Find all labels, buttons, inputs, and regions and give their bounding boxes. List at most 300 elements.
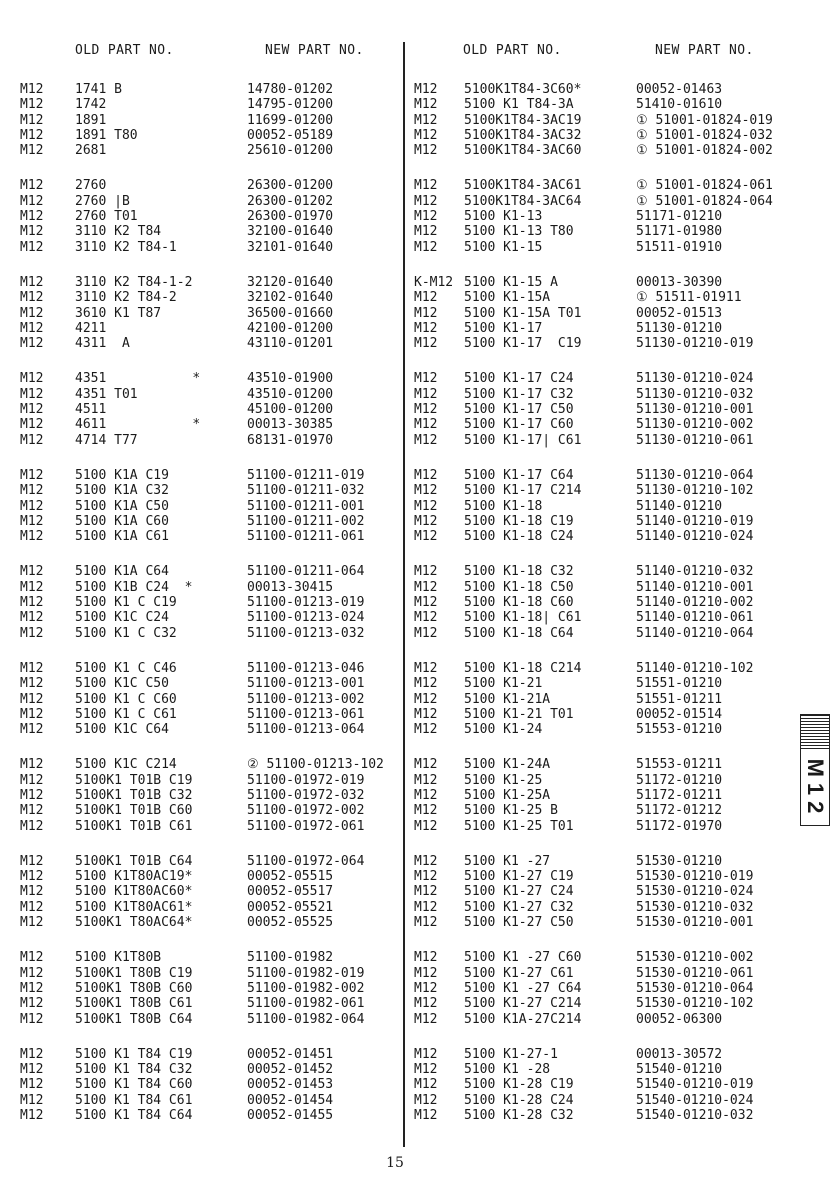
new-part-number: 51530-01210-002 <box>636 950 754 966</box>
part-row <box>20 113 420 128</box>
part-group <box>414 178 814 254</box>
part-row <box>20 128 420 143</box>
new-part-number: 51140-01210-061 <box>636 610 754 626</box>
new-part-number: 51140-01210-002 <box>636 595 754 611</box>
part-row <box>20 580 420 595</box>
old-part-number: 5100 K1-13 <box>464 209 543 225</box>
old-part-number: 5100 K1-21A <box>464 691 551 707</box>
new-part-number: 14780-01202 <box>247 82 334 97</box>
part-group <box>20 371 420 447</box>
part-group <box>414 82 814 158</box>
model-prefix: M12 <box>20 691 44 707</box>
left-parts-column <box>20 82 420 1143</box>
new-part-number: 51100-01213-019 <box>247 595 365 611</box>
new-part-number: 36500-01660 <box>247 305 334 321</box>
old-part-number: 5100 K1-15 <box>464 239 543 255</box>
new-part-number: 51140-01210-019 <box>636 513 754 529</box>
model-prefix: M12 <box>20 127 44 143</box>
part-row <box>414 661 814 676</box>
part-row <box>20 224 420 239</box>
new-part-number: ① 51001-01824-032 <box>636 127 773 143</box>
part-row <box>414 209 814 224</box>
new-part-number: 51140-01210-001 <box>636 579 754 595</box>
new-part-number: 00052-05521 <box>247 899 334 915</box>
new-part-number: 51100-01982-002 <box>247 980 365 996</box>
model-prefix: M12 <box>414 112 438 128</box>
new-part-number: 51100-01211-019 <box>247 467 365 483</box>
old-part-number: 5100 K1-17 C32 <box>464 386 574 402</box>
old-part-number: 5100K1 T01B C60 <box>75 803 193 819</box>
part-row <box>20 306 420 321</box>
old-part-number: 2681 <box>75 143 107 159</box>
old-part-number: 3110 K2 T84 <box>75 224 162 240</box>
old-part-number: 5100K1 T80AC64* <box>75 915 193 931</box>
old-part-number: 5100 K1A C19 <box>75 467 169 483</box>
old-part-number: 5100K1 T01B C32 <box>75 787 193 803</box>
old-part-number: 5100 K1 T84 C19 <box>75 1046 193 1062</box>
model-prefix: M12 <box>414 869 438 885</box>
part-row <box>20 275 420 290</box>
part-row <box>414 514 814 529</box>
model-prefix: M12 <box>20 305 44 321</box>
old-part-number: 5100 K1-24 <box>464 722 543 738</box>
part-row <box>414 773 814 788</box>
new-part-number: 11699-01200 <box>247 112 334 128</box>
old-part-number: 5100 K1-17 C214 <box>464 483 582 499</box>
new-part-number: 51130-01210-024 <box>636 371 754 387</box>
model-prefix: M12 <box>20 884 44 900</box>
model-prefix: M12 <box>414 336 438 352</box>
new-part-number: 51530-01210-061 <box>636 965 754 981</box>
new-part-number: 51100-01213-001 <box>247 676 365 692</box>
part-row <box>414 996 814 1011</box>
old-part-number: 5100 K1-28 C24 <box>464 1092 574 1108</box>
model-prefix: M12 <box>414 757 438 773</box>
model-prefix: M12 <box>20 722 44 738</box>
new-part-number: 51130-01210 <box>636 320 723 336</box>
part-row <box>414 676 814 691</box>
part-row <box>414 884 814 899</box>
right-old-part-header: OLD PART NO. <box>463 43 562 58</box>
part-group <box>414 950 814 1026</box>
new-part-number: 51551-01211 <box>636 691 723 707</box>
part-row <box>20 529 420 544</box>
old-part-number: 4714 T77 <box>75 432 138 448</box>
part-row <box>20 1093 420 1108</box>
part-row <box>414 290 814 305</box>
model-prefix: M12 <box>414 417 438 433</box>
part-group <box>20 950 420 1026</box>
old-part-number: 5100 K1-25 T01 <box>464 818 574 834</box>
model-prefix: M12 <box>20 498 44 514</box>
model-prefix: M12 <box>414 239 438 255</box>
new-part-number: 00052-05515 <box>247 869 334 885</box>
part-group <box>20 661 420 737</box>
part-row <box>414 336 814 351</box>
model-prefix: M12 <box>20 1011 44 1027</box>
model-prefix: M12 <box>20 787 44 803</box>
model-prefix: M12 <box>20 676 44 692</box>
new-part-number: 51530-01210 <box>636 853 723 869</box>
old-part-number: 2760 <box>75 178 107 194</box>
part-row <box>20 564 420 579</box>
part-row <box>414 1093 814 1108</box>
part-group <box>414 757 814 833</box>
model-prefix: M12 <box>414 320 438 336</box>
old-part-number: 5100K1 T80B C19 <box>75 965 193 981</box>
part-row <box>414 1077 814 1092</box>
model-prefix: M12 <box>414 818 438 834</box>
model-prefix: M12 <box>20 803 44 819</box>
old-part-number: 5100 K1-25 <box>464 772 543 788</box>
part-row <box>20 966 420 981</box>
model-prefix: M12 <box>414 676 438 692</box>
model-prefix: M12 <box>414 224 438 240</box>
part-row <box>414 321 814 336</box>
old-part-number: 4511 <box>75 402 107 418</box>
model-prefix: M12 <box>20 899 44 915</box>
new-part-number: 51130-01210-019 <box>636 336 754 352</box>
new-part-number: 51100-01972-032 <box>247 787 365 803</box>
new-part-number: 43510-01200 <box>247 386 334 402</box>
new-part-number: ① 51001-01824-019 <box>636 112 773 128</box>
old-part-number: 5100 K1C C214 <box>75 757 177 773</box>
old-part-number: 5100 K1A C61 <box>75 529 169 545</box>
new-part-number: 51540-01210-024 <box>636 1092 754 1108</box>
model-prefix: M12 <box>414 178 438 194</box>
part-row <box>20 290 420 305</box>
old-part-number: 5100K1T84-3AC19 <box>464 112 582 128</box>
old-part-number: 3110 K2 T84-2 <box>75 290 177 306</box>
old-part-number: 5100 K1-27 C24 <box>464 884 574 900</box>
model-prefix: M12 <box>20 224 44 240</box>
new-part-number: 00013-30390 <box>636 274 723 290</box>
new-part-number: 51553-01210 <box>636 722 723 738</box>
old-part-number: 3110 K2 T84-1 <box>75 239 177 255</box>
new-part-number: 51140-01210-102 <box>636 660 754 676</box>
model-prefix: M12 <box>20 625 44 641</box>
old-part-number: 5100 K1-18 C64 <box>464 625 574 641</box>
new-part-number: 00052-06300 <box>636 1011 723 1027</box>
old-part-number: 5100 K1-18| C61 <box>464 610 582 626</box>
part-row <box>414 402 814 417</box>
new-part-number: 51530-01210-024 <box>636 884 754 900</box>
part-row <box>20 661 420 676</box>
part-row <box>20 1077 420 1092</box>
new-part-number: 51100-01972-064 <box>247 853 365 869</box>
new-part-number: 51130-01210-064 <box>636 467 754 483</box>
model-prefix: M12 <box>414 691 438 707</box>
part-row <box>20 788 420 803</box>
old-part-number: 4351 T01 <box>75 386 138 402</box>
part-group <box>20 1047 420 1123</box>
old-part-number: 5100 K1-27-1 <box>464 1046 558 1062</box>
model-prefix: M12 <box>414 772 438 788</box>
new-part-number: 51553-01211 <box>636 757 723 773</box>
new-part-number: 51100-01982-061 <box>247 996 365 1012</box>
part-row <box>20 676 420 691</box>
part-row <box>20 82 420 97</box>
model-prefix: M12 <box>414 965 438 981</box>
new-part-number: 51511-01910 <box>636 239 723 255</box>
old-part-number: 5100 K1-18 C24 <box>464 529 574 545</box>
part-row <box>20 240 420 255</box>
old-part-number: 5100 K1-17 C24 <box>464 371 574 387</box>
model-prefix: M12 <box>20 209 44 225</box>
new-part-number: 51171-01210 <box>636 209 723 225</box>
new-part-number: 51100-01213-046 <box>247 660 365 676</box>
old-part-number: 5100 K1T80AC61* <box>75 899 193 915</box>
part-row <box>414 900 814 915</box>
model-prefix: M12 <box>20 371 44 387</box>
new-part-number: 32101-01640 <box>247 239 334 255</box>
model-prefix: M12 <box>414 564 438 580</box>
old-part-number: 5100 K1-17 C60 <box>464 417 574 433</box>
new-part-number: 00013-30572 <box>636 1046 723 1062</box>
part-row <box>414 306 814 321</box>
old-part-number: 5100K1 T80B C64 <box>75 1011 193 1027</box>
part-row <box>414 1062 814 1077</box>
part-row <box>20 1012 420 1027</box>
part-group <box>20 564 420 640</box>
old-part-number: 5100 K1A C60 <box>75 513 169 529</box>
old-part-number: 5100K1 T80B C60 <box>75 980 193 996</box>
model-prefix: M12 <box>20 336 44 352</box>
old-part-number: 5100K1 T01B C64 <box>75 853 193 869</box>
part-row <box>414 529 814 544</box>
part-row <box>414 1047 814 1062</box>
part-row <box>414 966 814 981</box>
new-part-number: 51140-01210-064 <box>636 625 754 641</box>
part-row <box>414 194 814 209</box>
part-row <box>20 819 420 834</box>
new-part-number: 51172-01210 <box>636 772 723 788</box>
model-prefix: M12 <box>20 579 44 595</box>
model-prefix: M12 <box>20 483 44 499</box>
part-group <box>414 468 814 544</box>
part-row <box>20 321 420 336</box>
old-part-number: 5100 K1-17 C64 <box>464 467 574 483</box>
model-prefix: M12 <box>20 1092 44 1108</box>
part-row <box>414 483 814 498</box>
old-part-number: 5100 K1-18 C50 <box>464 579 574 595</box>
old-part-number: 5100 K1-25A <box>464 787 551 803</box>
model-prefix: M12 <box>20 980 44 996</box>
old-part-number: 5100 K1-27 C19 <box>464 869 574 885</box>
part-row <box>414 869 814 884</box>
old-part-number: 5100 K1 T84 C61 <box>75 1092 193 1108</box>
part-row <box>414 803 814 818</box>
new-part-number: 51171-01980 <box>636 224 723 240</box>
new-part-number: 00052-05189 <box>247 127 334 143</box>
new-part-number: 51130-01210-061 <box>636 432 754 448</box>
old-part-number: 5100 K1 T84-3A <box>464 97 574 113</box>
old-part-number: 5100 K1-18 <box>464 498 543 514</box>
new-part-number: 51130-01210-002 <box>636 417 754 433</box>
model-prefix: M12 <box>414 1062 438 1078</box>
new-part-number: 43110-01201 <box>247 336 334 352</box>
model-prefix: M12 <box>20 950 44 966</box>
old-part-number: 5100 K1 C C32 <box>75 625 177 641</box>
old-part-number: 4351 * <box>75 371 201 387</box>
new-part-number: 00013-30415 <box>247 579 334 595</box>
old-part-number: 5100 K1 C C19 <box>75 595 177 611</box>
left-old-part-header: OLD PART NO. <box>75 43 174 58</box>
part-row <box>20 483 420 498</box>
new-part-number: 51540-01210 <box>636 1062 723 1078</box>
old-part-number: 1891 T80 <box>75 127 138 143</box>
new-part-number: 51100-01972-061 <box>247 818 365 834</box>
model-prefix: M12 <box>414 1011 438 1027</box>
old-part-number: 5100 K1-27 C50 <box>464 915 574 931</box>
part-row <box>414 468 814 483</box>
new-part-number: 00052-01514 <box>636 706 723 722</box>
part-row <box>20 773 420 788</box>
part-group <box>20 275 420 351</box>
old-part-number: 5100K1 T01B C61 <box>75 818 193 834</box>
model-prefix: M12 <box>414 803 438 819</box>
old-part-number: 5100 K1 C C60 <box>75 691 177 707</box>
model-prefix: M12 <box>20 965 44 981</box>
part-row <box>20 97 420 112</box>
new-part-number: ② 51100-01213-102 <box>247 757 384 773</box>
old-part-number: 5100 K1C C50 <box>75 676 169 692</box>
new-part-number: 00052-01455 <box>247 1108 334 1124</box>
old-part-number: 5100K1T84-3AC32 <box>464 127 582 143</box>
new-part-number: 00052-01453 <box>247 1077 334 1093</box>
model-prefix: M12 <box>414 483 438 499</box>
part-row <box>20 692 420 707</box>
section-tab-label: M12 <box>803 758 828 820</box>
part-row <box>20 950 420 965</box>
new-part-number: 51530-01210-064 <box>636 980 754 996</box>
old-part-number: 5100 K1-27 C61 <box>464 965 574 981</box>
model-prefix: M12 <box>20 432 44 448</box>
model-prefix: M12 <box>20 417 44 433</box>
old-part-number: 5100K1 T80B C61 <box>75 996 193 1012</box>
old-part-number: 5100 K1-18 C32 <box>464 564 574 580</box>
part-row <box>414 387 814 402</box>
new-part-number: 51130-01210-102 <box>636 483 754 499</box>
old-part-number: 5100K1T84-3AC61 <box>464 178 582 194</box>
new-part-number: 51100-01213-024 <box>247 610 365 626</box>
part-row <box>414 97 814 112</box>
new-part-number: 51530-01210-019 <box>636 869 754 885</box>
model-prefix: M12 <box>414 1108 438 1124</box>
old-part-number: 5100 K1-17 <box>464 320 543 336</box>
model-prefix: M12 <box>20 513 44 529</box>
model-prefix: M12 <box>414 467 438 483</box>
part-group <box>20 468 420 544</box>
new-part-number: 00052-01463 <box>636 82 723 97</box>
old-part-number: 5100 K1 -27 C64 <box>464 980 582 996</box>
model-prefix: M12 <box>20 193 44 209</box>
model-prefix: M12 <box>414 402 438 418</box>
model-prefix: M12 <box>414 899 438 915</box>
part-row <box>20 371 420 386</box>
new-part-number: 51540-01210-032 <box>636 1108 754 1124</box>
part-row <box>414 981 814 996</box>
part-row <box>414 1012 814 1027</box>
part-row <box>414 275 814 290</box>
model-prefix: M12 <box>20 239 44 255</box>
old-part-number: 5100 K1 C C61 <box>75 706 177 722</box>
old-part-number: 5100K1T84-3AC64 <box>464 193 582 209</box>
old-part-number: 3610 K1 T87 <box>75 305 162 321</box>
model-prefix: M12 <box>20 996 44 1012</box>
new-part-number: 00052-01452 <box>247 1062 334 1078</box>
new-part-number: 26300-01970 <box>247 209 334 225</box>
model-prefix: M12 <box>414 209 438 225</box>
new-part-number: ① 51001-01824-061 <box>636 178 773 194</box>
part-row <box>414 240 814 255</box>
old-part-number: 5100 K1A C64 <box>75 564 169 580</box>
model-prefix: M12 <box>414 884 438 900</box>
model-prefix: M12 <box>20 610 44 626</box>
model-prefix: M12 <box>20 320 44 336</box>
new-part-number: 51100-01211-002 <box>247 513 365 529</box>
model-prefix: M12 <box>414 193 438 209</box>
old-part-number: 2760 |B <box>75 193 130 209</box>
new-part-number: 00052-01454 <box>247 1092 334 1108</box>
part-row <box>20 981 420 996</box>
old-part-number: 4311 A <box>75 336 130 352</box>
new-part-number: 45100-01200 <box>247 402 334 418</box>
new-part-number: 51100-01982-019 <box>247 965 365 981</box>
part-row <box>20 757 420 772</box>
old-part-number: 5100 K1-24A <box>464 757 551 773</box>
model-prefix: M12 <box>20 274 44 290</box>
new-part-number: 00013-30385 <box>247 417 334 433</box>
new-part-number: 51130-01210-032 <box>636 386 754 402</box>
old-part-number: 5100 K1A-27C214 <box>464 1011 582 1027</box>
model-prefix: M12 <box>414 513 438 529</box>
model-prefix: M12 <box>414 371 438 387</box>
part-group <box>414 371 814 447</box>
new-part-number: 00052-05525 <box>247 915 334 931</box>
part-row <box>20 803 420 818</box>
model-prefix: M12 <box>414 82 438 97</box>
section-index-tab <box>800 714 830 826</box>
new-part-number: 32100-01640 <box>247 224 334 240</box>
part-row <box>414 692 814 707</box>
model-prefix: M12 <box>414 305 438 321</box>
part-row <box>414 417 814 432</box>
part-row <box>20 854 420 869</box>
part-row <box>414 499 814 514</box>
old-part-number: 2760 T01 <box>75 209 138 225</box>
model-prefix: M12 <box>20 467 44 483</box>
part-group <box>414 564 814 640</box>
old-part-number: 5100 K1-21 <box>464 676 543 692</box>
part-row <box>414 915 814 930</box>
new-part-number: 00052-01513 <box>636 305 723 321</box>
old-part-number: 5100 K1T80B <box>75 950 162 966</box>
part-row <box>414 371 814 386</box>
part-row <box>20 1062 420 1077</box>
model-prefix: M12 <box>414 996 438 1012</box>
part-row <box>414 564 814 579</box>
part-row <box>20 178 420 193</box>
part-group <box>20 757 420 833</box>
part-group <box>414 275 814 351</box>
model-prefix: M12 <box>20 595 44 611</box>
old-part-number: 5100 K1C C64 <box>75 722 169 738</box>
old-part-number: 5100 K1-18 C19 <box>464 513 574 529</box>
new-part-number: 51530-01210-001 <box>636 915 754 931</box>
old-part-number: 1742 <box>75 97 107 113</box>
new-part-number: 00052-05517 <box>247 884 334 900</box>
